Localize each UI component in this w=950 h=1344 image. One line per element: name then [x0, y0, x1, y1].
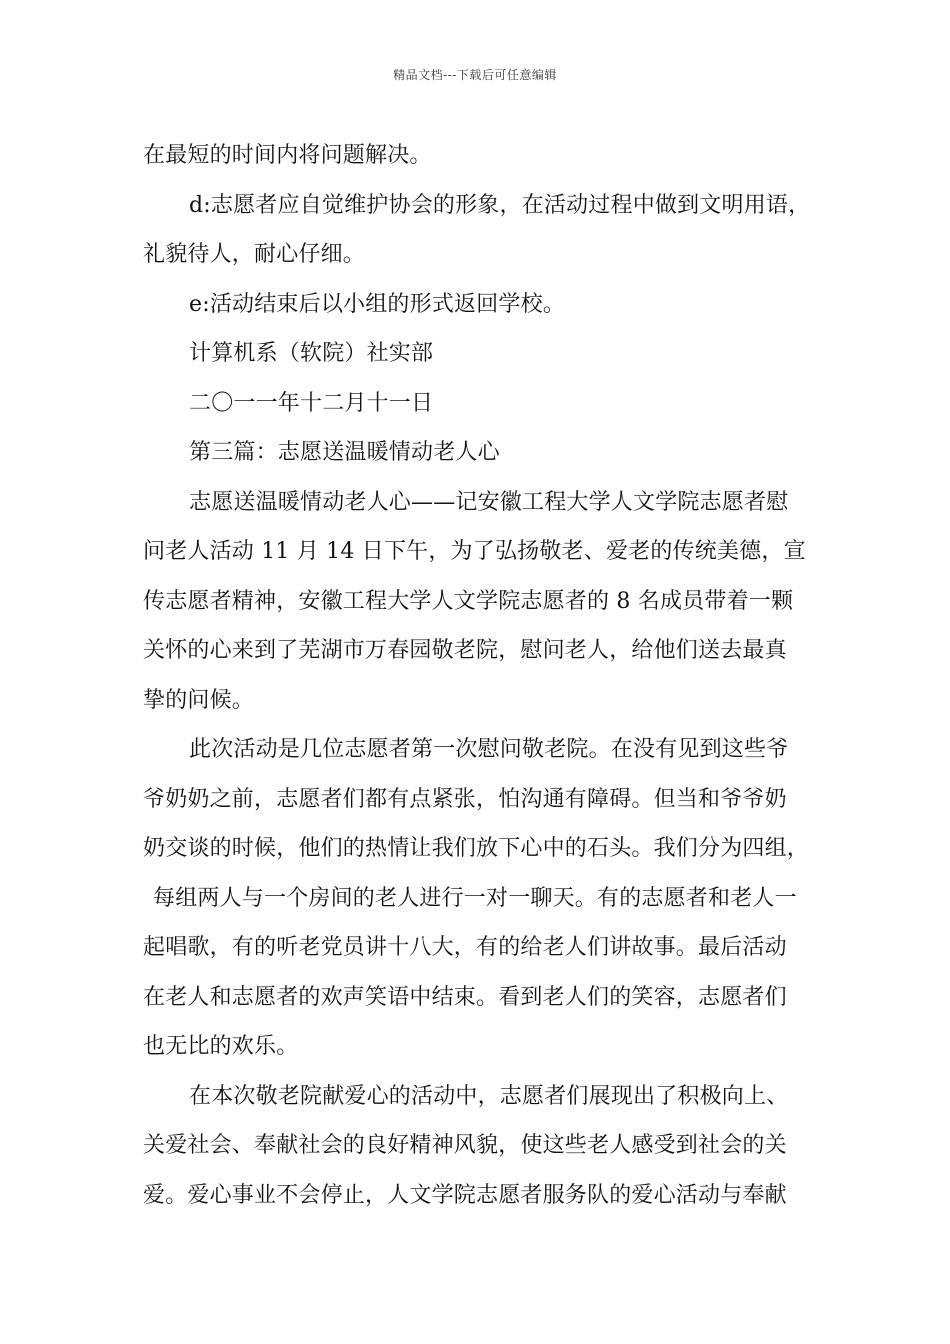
text-line: 志愿送温暖情动老人心——记安徽工程大学人文学院志愿者慰	[189, 489, 789, 515]
text-line: 在最短的时间内将问题解决。	[143, 143, 432, 168]
section-title: 第三篇：志愿送温暖情动老人心	[189, 440, 500, 465]
text-line: 爱。爱心事业不会停止，人文学院志愿者服务队的爱心活动与奉献	[143, 1182, 787, 1208]
document-body	[143, 131, 811, 1220]
text-line: 礼貌待人，耐心仔细。	[143, 242, 366, 267]
text-line: 关爱社会、奉献社会的良好精神风貌，使这些老人感受到社会的关	[143, 1133, 787, 1158]
text-line: e:活动结束后以小组的形式返回学校。	[189, 291, 566, 317]
text-line: 起唱歌，有的听老党员讲十八大，有的给老人们讲故事。最后活动	[143, 935, 787, 960]
text-line: 此次活动是几位志愿者第一次慰问敬老院。在没有见到这些爷	[189, 737, 789, 762]
text-line: 问老人活动 11 月 14 日下午，为了弘扬敬老、爱老的传统美德，宣	[143, 539, 806, 564]
text-line: 奶交谈的时候，他们的热情让我们放下心中的石头。我们分为四组，	[143, 836, 810, 861]
signature-date: 二〇一一年十二月十一日	[189, 390, 434, 416]
text-line: 关怀的心来到了芜湖市万春园敬老院，慰问老人，给他们送去最真	[143, 638, 787, 663]
text-line: 在老人和志愿者的欢声笑语中结束。看到老人们的笑容，志愿者们	[143, 984, 787, 1010]
page-header: 精品文档---下载后可任意编辑	[393, 68, 557, 82]
text-line: d:志愿者应自觉维护协会的形象，在活动过程中做到文明用语，	[189, 192, 811, 218]
text-line: 也无比的欢乐。	[143, 1034, 299, 1059]
department-signature: 计算机系（软院）社实部	[189, 341, 434, 366]
text-line: 传志愿者精神，安徽工程大学人文学院志愿者的 8 名成员带着一颗	[143, 588, 794, 614]
text-line: 每组两人与一个房间的老人进行一对一聊天。有的志愿者和老人一	[153, 885, 797, 911]
text-line: 爷奶奶之前，志愿者们都有点紧张，怕沟通有障碍。但当和爷爷奶	[143, 786, 787, 812]
text-line: 在本次敬老院献爱心的活动中，志愿者们展现出了积极向上、	[189, 1083, 789, 1109]
text-line: 挚的问候。	[143, 687, 255, 713]
